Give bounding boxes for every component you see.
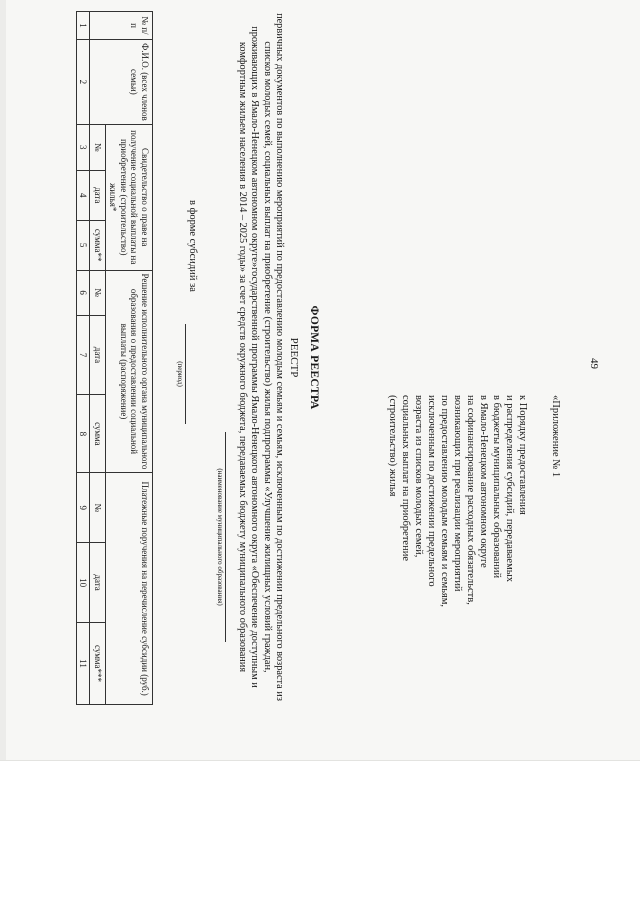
header-certificate: Свидетельство о праве на получение социальной выплаты на приобретение (строительство) жилья*: [106, 124, 153, 270]
header-fio: Ф.И.О. (всех членов семьи): [90, 39, 153, 124]
header-payment: Платежные поручения на перечисление субсидии (руб.): [106, 473, 153, 705]
period-label: в форме субсидий за: [187, 200, 198, 292]
appendix-line: в бюджеты муниципальных образований: [491, 395, 502, 579]
appendix-line: социальных выплат на приобретение: [400, 395, 411, 561]
subheader-pay-sum: сумма***: [90, 623, 106, 705]
column-number: 8: [77, 395, 91, 473]
page-number: 49: [588, 358, 600, 369]
appendix-line: возникающих при реализации мероприятий: [452, 395, 463, 592]
appendix-line: к Порядку предоставления: [517, 395, 528, 515]
period-blank-line: [185, 324, 186, 424]
column-number: 3: [77, 124, 91, 170]
subheader-dec-no: №: [90, 270, 106, 315]
subheader-pay-date: дата: [90, 543, 106, 623]
column-number: 1: [77, 12, 91, 40]
column-number: 7: [77, 315, 91, 395]
appendix-line: на софинансирование расходных обязательств,: [465, 395, 476, 605]
register-subtitle: первичных документов по выполнению мероприятий по предоставлению молодым семьям и семьям, исключенным по достижении предельного возраста из списков молодых семей, социальных выплат на приобретение (строительство) жилья подпрограммы «Улучшение жилищных условий граждан, проживающих в Ямало-Ненецком автономном округе»государственной программы Ямало-Ненецкого автономного округа «Обеспечение доступным и комфортным жильем населения в 2014 – 2025 годы» за счет средств окружного бюджета, передаваемых бюджету муниципального образования: [236, 13, 285, 701]
appendix-line: и распределения субсидий, передаваемых: [504, 395, 515, 583]
column-number: 11: [77, 623, 91, 705]
subheader-cert-no: №: [90, 124, 106, 170]
subheader-dec-date: дата: [90, 315, 106, 395]
subheader-pay-no: №: [90, 473, 106, 543]
appendix-title: «Приложение № 1: [550, 395, 561, 478]
table-header-row: [106, 12, 153, 705]
period-caption: (период): [176, 361, 184, 387]
subheader-cert-sum: сумма**: [90, 220, 106, 270]
column-number: 9: [77, 473, 91, 543]
reestr-heading: РЕЕСТР: [288, 337, 300, 378]
appendix-line: по предоставлению молодым семьям и семьям,: [439, 395, 450, 608]
register-table: [76, 11, 153, 705]
appendix-line: исключенным по достижении предельного: [426, 395, 437, 587]
municipality-caption: (наименование муниципального образования): [216, 468, 224, 606]
column-number: 6: [77, 270, 91, 315]
municipality-blank-line: [225, 432, 226, 642]
column-number-row: [77, 12, 91, 705]
form-title: ФОРМА РЕЕСТРА: [308, 305, 320, 410]
appendix-block: [386, 395, 562, 695]
column-number: 2: [77, 39, 91, 124]
subheader-dec-sum: сумма: [90, 395, 106, 473]
header-index: № п/п: [90, 12, 153, 40]
appendix-line: в Ямало-Ненецком автономном округе: [478, 395, 489, 568]
column-number: 4: [77, 170, 91, 220]
column-number: 5: [77, 220, 91, 270]
column-number: 10: [77, 543, 91, 623]
header-decision: Решение исполнительного органа муниципального образования о предоставлении социальной выплаты (распоряжение): [106, 270, 153, 473]
appendix-line: (строительство) жилья: [387, 395, 398, 497]
appendix-line: возраста из списков молодых семей,: [413, 395, 424, 558]
subheader-cert-date: дата: [90, 170, 106, 220]
